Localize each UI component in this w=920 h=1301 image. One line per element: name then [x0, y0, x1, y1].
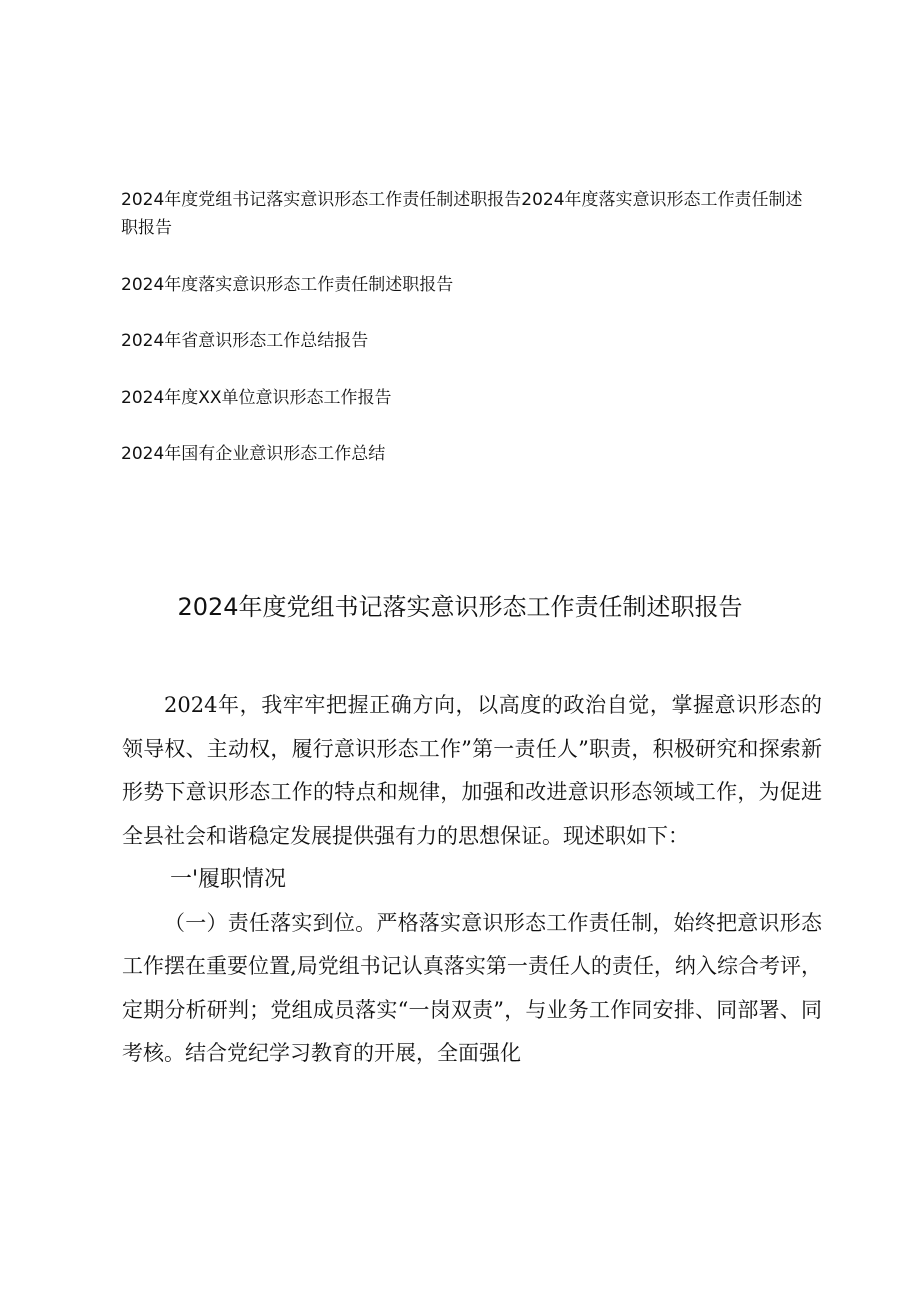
- toc-item: 2024年度党组书记落实意识形态工作责任制述职报告2024年度落实意识形态工作责任制述职报告: [121, 190, 803, 238]
- toc-item: 2024年国有企业意识形态工作总结: [121, 444, 386, 464]
- intro-paragraph: 2024年，我牢牢把握正确方向，以高度的政治自觉，掌握意识形态的领导权、主动权，履行意识形态工作”第一责任人”职责，积极研究和探索新形势下意识形态工作的特点和规律，加强和改进意识形态领域工作，为促进全县社会和谐稳定发展提供强有力的思想保证。现述职如下：: [122, 693, 822, 848]
- document-body: [122, 684, 822, 1076]
- section-heading: 一'履职情况: [170, 867, 287, 892]
- toc-item: 2024年度落实意识形态工作责任制述职报告: [121, 274, 454, 295]
- toc-item: 2024年省意识形态工作总结报告: [121, 331, 369, 351]
- toc-item: 2024年度XX单位意识形态工作报告: [121, 387, 392, 408]
- table-of-contents: [121, 186, 811, 497]
- document-title: 2024年度党组书记落实意识形态工作责任制述职报告: [177, 593, 743, 621]
- body-paragraph: （一）责任落实到位。严格落实意识形态工作责任制，始终把意识形态工作摆在重要位置,局党组书记认真落实第一责任人的责任，纳入综合考评，定期分析研判；党组成员落实“一岗双责”，与业务工作同安排、同部署、同考核。结合党纪学习教育的开展，全面强化: [122, 910, 822, 1065]
